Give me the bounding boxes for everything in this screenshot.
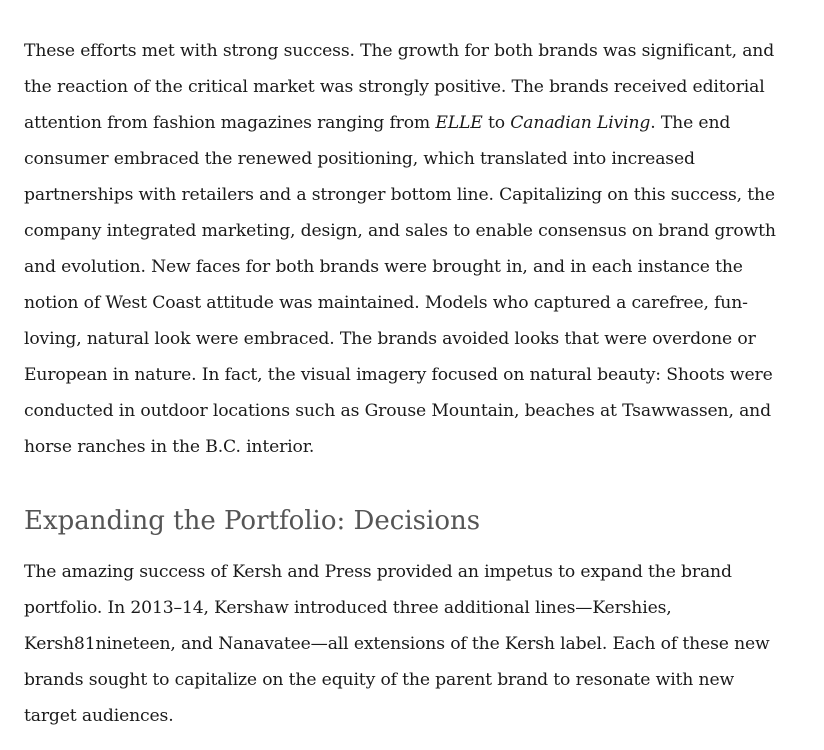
text-line: notion of West Coast attitude was maintained. Models who captured a carefree, fun- (24, 293, 748, 313)
paragraph-success (24, 33, 816, 465)
document-page (24, 33, 816, 726)
text-line: conducted in outdoor locations such as Grouse Mountain, beaches at Tsawwassen, and (24, 401, 771, 421)
text-line: horse ranches in the B.C. interior. (24, 437, 315, 457)
magazine-title-canadian-living: Canadian Living (510, 113, 651, 133)
section-heading: Expanding the Portfolio: Decisions (24, 506, 481, 536)
text-line: These efforts met with strong success. The growth for both brands was significant, and (24, 41, 775, 61)
text-line: the reaction of the critical market was strongly positive. The brands received editorial (24, 77, 765, 97)
text-line: target audiences. (24, 706, 174, 726)
text-line: brands sought to capitalize on the equity of the parent brand to resonate with new (24, 670, 735, 690)
text-line: Kersh81nineteen, and Nanavatee—all extensions of the Kersh label. Each of these new (24, 634, 770, 654)
text-line: company integrated marketing, design, and sales to enable consensus on brand growth (24, 221, 776, 241)
text-span: to (482, 113, 511, 133)
text-span: attention from fashion magazines ranging from (24, 113, 436, 133)
text-line: partnerships with retailers and a stronger bottom line. Capitalizing on this success, the (24, 185, 775, 205)
text-line: loving, natural look were embraced. The brands avoided looks that were overdone or (24, 329, 756, 349)
text-line-with-magazines (24, 105, 816, 141)
text-span: . The end (650, 113, 731, 133)
text-line: consumer embraced the renewed positioning, which translated into increased (24, 149, 695, 169)
magazine-title-elle: ELLE (435, 113, 483, 133)
text-line: and evolution. New faces for both brands were brought in, and in each instance the (24, 257, 743, 277)
paragraph-portfolio (24, 554, 770, 734)
text-line: portfolio. In 2013–14, Kershaw introduced three additional lines—Kershies, (24, 598, 672, 618)
text-line: The amazing success of Kersh and Press provided an impetus to expand the brand (24, 562, 732, 582)
text-line: European in nature. In fact, the visual imagery focused on natural beauty: Shoots were (24, 365, 773, 385)
